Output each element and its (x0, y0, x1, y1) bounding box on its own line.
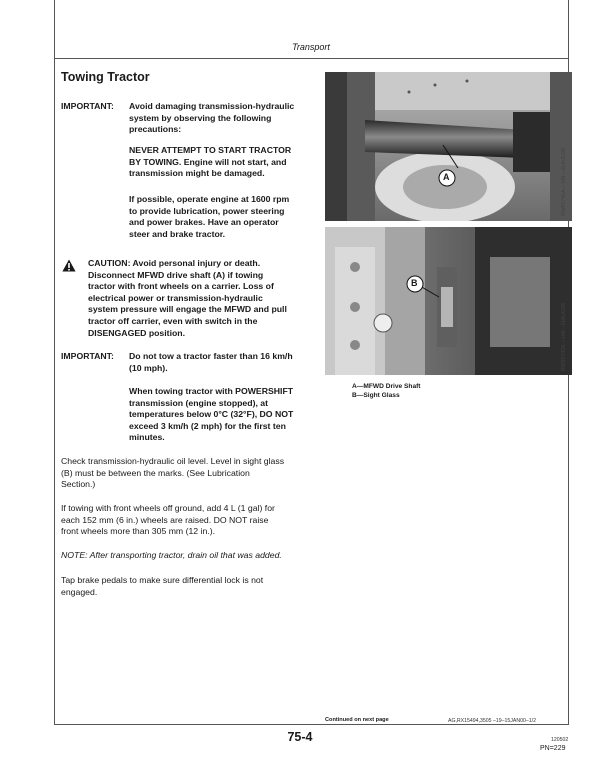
text-line: Disconnect MFWD drive shaft (A) if towing (88, 269, 264, 280)
footer-rule (54, 724, 569, 725)
sight-glass-illustration (325, 227, 572, 375)
text-line: system by observing the following (129, 112, 272, 123)
text-line: engaged. (61, 586, 98, 597)
text-line: temperatures below 0°C (32°F), DO NOT (129, 409, 294, 420)
text-line: electrical power or transmission-hydraulic (88, 292, 263, 303)
important-2-powershift (129, 386, 314, 444)
text-line: each 152 mm (6 in.) wheels are raised. DO NOT raise (61, 514, 269, 525)
text-line: DISENGAGED position. (88, 327, 186, 338)
text-line: CAUTION: Avoid personal injury or death. (88, 258, 261, 268)
text-line: precautions: (129, 124, 182, 135)
text-line: If possible, operate engine at 1600 rpm (129, 194, 290, 204)
text-line: BY TOWING. Engine will not start, and (129, 156, 287, 167)
callout-b: B (411, 278, 418, 288)
photo-2-reference: RW65742A —UN—11AUG98 (561, 303, 567, 371)
important-label: IMPORTANT: (61, 351, 114, 361)
note-text: NOTE: After transporting tractor, drain oil that was added. (61, 550, 282, 560)
text-line: transmission (engine stopped), at (129, 397, 269, 408)
important-1-warning (129, 145, 314, 180)
document-reference: AG,RX15494,3505 –19–15JAN00–1/2 (448, 718, 536, 724)
text-line: minutes. (129, 432, 165, 443)
important-2-block (129, 351, 314, 374)
text-line: Check transmission-hydraulic oil level. Level in sight glass (61, 456, 285, 466)
content-left-rule (54, 58, 55, 724)
text-line: tractor off carrier, even with switch in the (88, 315, 258, 326)
page-number: 75-4 (287, 730, 313, 744)
legend-item-a: A—MFWD Drive Shaft (352, 383, 421, 390)
page-code: 120502 (551, 737, 569, 743)
text-line: front wheels more than 305 mm (12 in.). (61, 526, 216, 537)
important-label: IMPORTANT: (61, 101, 114, 111)
important-1-advice (129, 194, 314, 240)
text-line: system pressure will engage the MFWD and pull (88, 304, 287, 315)
text-line: exceed 3 km/h (2 mph) for the first ten (129, 420, 286, 431)
caution-warning-icon (62, 259, 76, 272)
text-line: (B) must be between the marks. (See Lubrication (61, 467, 250, 478)
text-line: Avoid damaging transmission-hydraulic (129, 101, 295, 111)
photo-1-reference: RW65741A —UN—11AUG98 (561, 148, 567, 216)
photo-sight-glass (325, 227, 572, 375)
header-rule (54, 58, 569, 59)
legend-item-b: B—Sight Glass (352, 392, 400, 399)
text-line: tractor with front wheels on a carrier. Loss of (88, 281, 274, 292)
photo-mfwd-drive-shaft (325, 72, 572, 221)
paragraph-front-wheels (61, 503, 323, 538)
page-title: Towing Tractor (61, 70, 150, 84)
text-line: (10 mph). (129, 362, 168, 373)
text-line: When towing tractor with POWERSHIFT (129, 386, 294, 396)
text-line: steer and brake tractor. (129, 228, 226, 239)
section-header: Transport (292, 42, 330, 52)
pn-number: PN=229 (540, 745, 566, 752)
drive-shaft-illustration (325, 72, 572, 221)
callout-a: A (443, 172, 450, 182)
paragraph-oil-level (61, 456, 323, 491)
figure-legend (352, 382, 421, 400)
paragraph-brake-pedals (61, 575, 323, 598)
text-line: Section.) (61, 479, 96, 490)
text-line: NEVER ATTEMPT TO START TRACTOR (129, 145, 292, 155)
text-line: to provide lubrication, power steering (129, 205, 285, 216)
text-line: transmission might be damaged. (129, 168, 265, 179)
text-line: If towing with front wheels off ground, add 4 L (1 gal) for (61, 503, 275, 513)
continued-notice: Continued on next page (325, 717, 389, 723)
caution-block (88, 258, 320, 339)
right-margin-rule (568, 0, 569, 58)
important-1-block (129, 101, 314, 136)
text-line: Tap brake pedals to make sure differential lock is not (61, 575, 264, 585)
text-line: Do not tow a tractor faster than 16 km/h (129, 351, 293, 361)
text-line: and power brakes. Have an operator (129, 217, 279, 228)
